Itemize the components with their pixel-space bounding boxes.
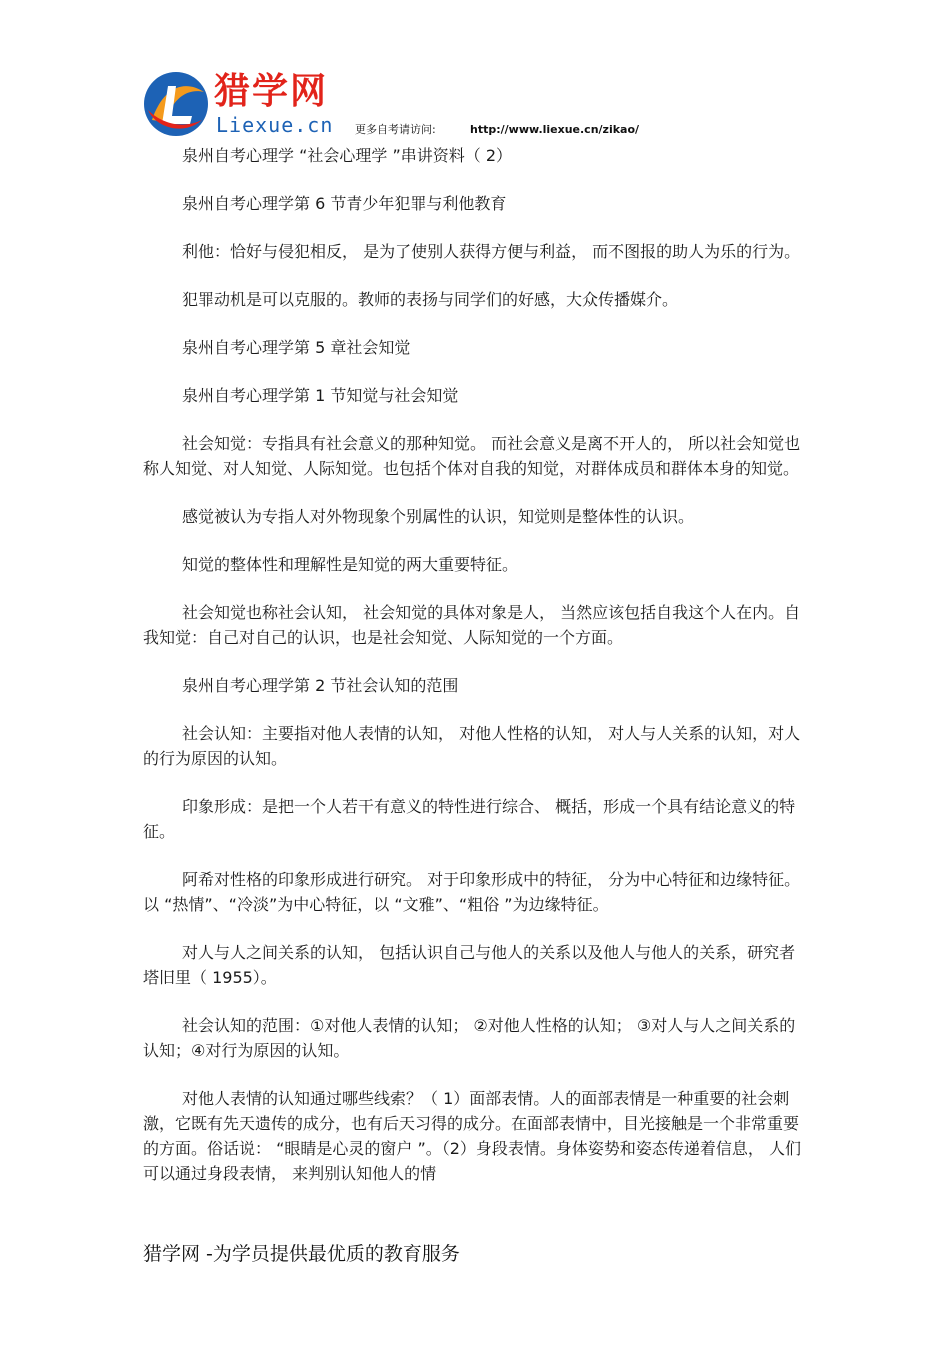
visit-label: 更多自考请访问: [355, 123, 436, 136]
paragraph-section-heading: 泉州自考心理学第 6 节青少年犯罪与利他教育 [182, 194, 507, 213]
paragraph-title: 泉州自考心理学 “社会心理学 ”串讲资料（ 2） [182, 146, 513, 165]
liexue-logo-icon [142, 70, 210, 138]
paragraph: 社会认知的范围：①对他人表情的认知； ②对他人性格的认知； ③对人与人之间关系的认知；④对行为原因的认知。 [143, 1016, 796, 1060]
paragraph: 阿希对性格的印象形成进行研究。 对于印象形成中的特征， 分为中心特征和边缘特征。以 “热情”、“冷淡”为中心特征，以 “文雅”、“粗俗 ”为边缘特征。 [143, 870, 801, 914]
paragraph: 社会认知：主要指对他人表情的认知， 对他人性格的认知， 对人与人关系的认知，对人的行为原因的认知。 [143, 724, 801, 768]
logo-chinese-text: 猎学网 [214, 71, 329, 112]
page-footer: 猎学网 -为学员提供最优质的教育服务 [143, 1243, 460, 1265]
paragraph: 感觉被认为专指人对外物现象个别属性的认识，知觉则是整体性的认识。 [182, 507, 695, 526]
visit-link[interactable]: http://www.liexue.cn/zikao/ [470, 123, 640, 136]
paragraph: 对人与人之间关系的认知， 包括认识自己与他人的关系以及他人与他人的关系，研究者塔旧里（ 1955）。 [143, 943, 796, 987]
paragraph: 社会知觉也称社会认知， 社会知觉的具体对象是人， 当然应该包括自我这个人在内。自我知觉：自己对自己的认识，也是社会知觉、人际知觉的一个方面。 [143, 603, 801, 647]
page-header [142, 70, 802, 142]
paragraph: 犯罪动机是可以克服的。教师的表扬与同学们的好感，大众传播媒介。 [182, 290, 679, 309]
paragraph: 利他：恰好与侵犯相反， 是为了使别人获得方便与利益， 而不图报的助人为乐的行为。 [182, 242, 801, 261]
paragraph: 知觉的整体性和理解性是知觉的两大重要特征。 [182, 555, 519, 574]
paragraph: 对他人表情的认知通过哪些线索？（ 1）面部表情。人的面部表情是一种重要的社会刺激，它既有先天遗传的成分，也有后天习得的成分。在面部表情中，目光接触是一个非常重要的方面。俗话说： “眼睛是心灵的窗户 ”。（2）身段表情。身体姿势和姿态传递着信息， 人们可以通过身段表情， 来判别认知他人的情 [143, 1089, 802, 1183]
logo-english-text: Liexue.cn [216, 113, 334, 137]
paragraph: 社会知觉：专指具有社会意义的那种知觉。 而社会意义是离不开人的， 所以社会知觉也称人知觉、对人知觉、人际知觉。也包括个体对自我的知觉，对群体成员和群体本身的知觉。 [143, 434, 801, 478]
paragraph: 印象形成：是把一个人若干有意义的特性进行综合、 概括，形成一个具有结论意义的特征。 [143, 797, 796, 841]
paragraph-section-heading: 泉州自考心理学第 5 章社会知觉 [182, 338, 411, 357]
paragraph-section-heading: 泉州自考心理学第 1 节知觉与社会知觉 [182, 386, 459, 405]
document-body [143, 143, 808, 1209]
paragraph-section-heading: 泉州自考心理学第 2 节社会认知的范围 [182, 676, 459, 695]
